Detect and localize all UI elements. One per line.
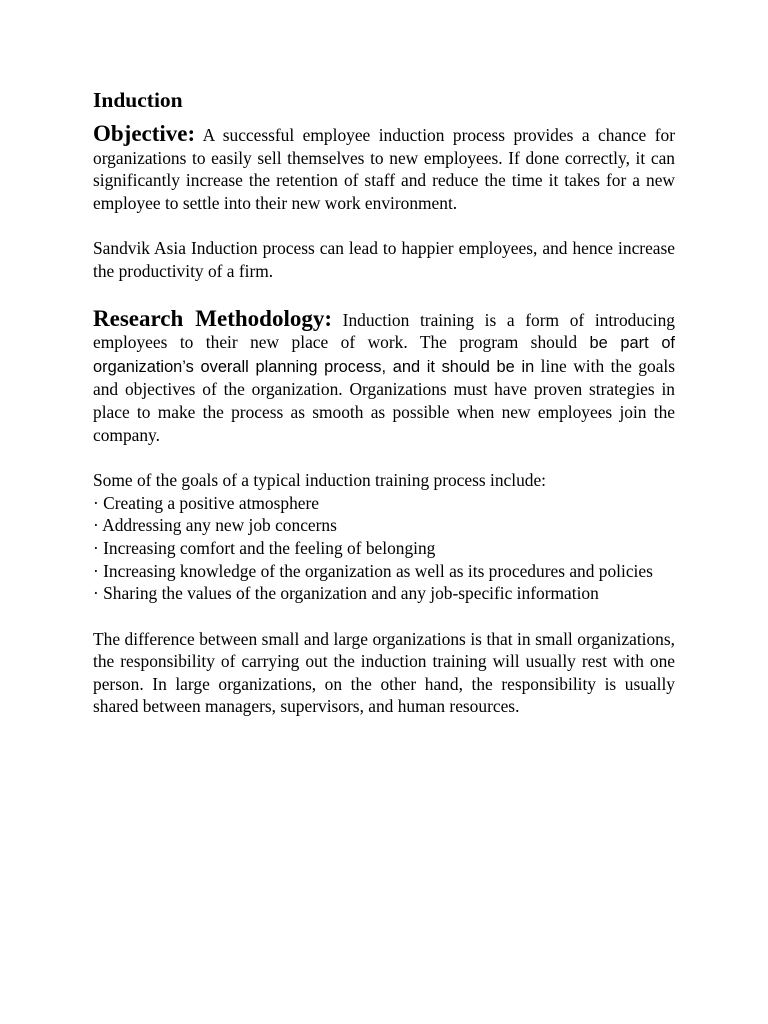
list-item: · Increasing comfort and the feeling of belonging xyxy=(93,537,436,558)
research-text-part1: Induction training is a form of introducing employees to their new place of work. The program should xyxy=(93,309,676,353)
goals-section xyxy=(93,469,675,605)
difference-paragraph: The difference between small and large organizations is that in small organizations, the responsibility of carrying out the induction training will usually rest with one person. In large organizations, on the other hand, the responsibility is usually shared between managers, supervisors, and human resources. xyxy=(93,628,675,717)
goals-intro: Some of the goals of a typical induction training process include: xyxy=(93,470,547,491)
list-item: · Increasing knowledge of the organization as well as its procedures and policies xyxy=(93,560,653,581)
list-item: · Addressing any new job concerns xyxy=(93,515,337,536)
objective-text: A successful employee induction process provides a chance for organizations to easily sell themselves to new employees. If done correctly, it can significantly increase the retention of staff and reduce the time it takes for a new employee to settle into their new work environment. xyxy=(93,125,675,213)
objective-heading: Objective: xyxy=(93,121,196,146)
research-text-part2: be part of organization’s overall planning process, and it should be in xyxy=(93,334,675,376)
research-paragraph xyxy=(93,305,676,447)
list-item: · Sharing the values of the organization and any job-specific information xyxy=(93,583,599,604)
goals-list xyxy=(93,492,675,605)
objective-paragraph xyxy=(93,123,675,214)
list-item: · Creating a positive atmosphere xyxy=(93,492,320,513)
spacer xyxy=(93,283,675,308)
spacer xyxy=(93,446,675,469)
page-title: Induction xyxy=(93,88,183,112)
research-text-part3: line with the goals and objectives of the organization. Organizations must have proven strategies in place to make the process as smooth as possible when new employees join the company. xyxy=(93,355,676,445)
document-page xyxy=(93,85,675,718)
spacer xyxy=(93,605,675,628)
spacer xyxy=(93,214,675,237)
research-heading: Research Methodology: xyxy=(93,305,333,331)
sandvik-paragraph: Sandvik Asia Induction process can lead to happier employees, and hence increase the productivity of a firm. xyxy=(93,238,675,281)
